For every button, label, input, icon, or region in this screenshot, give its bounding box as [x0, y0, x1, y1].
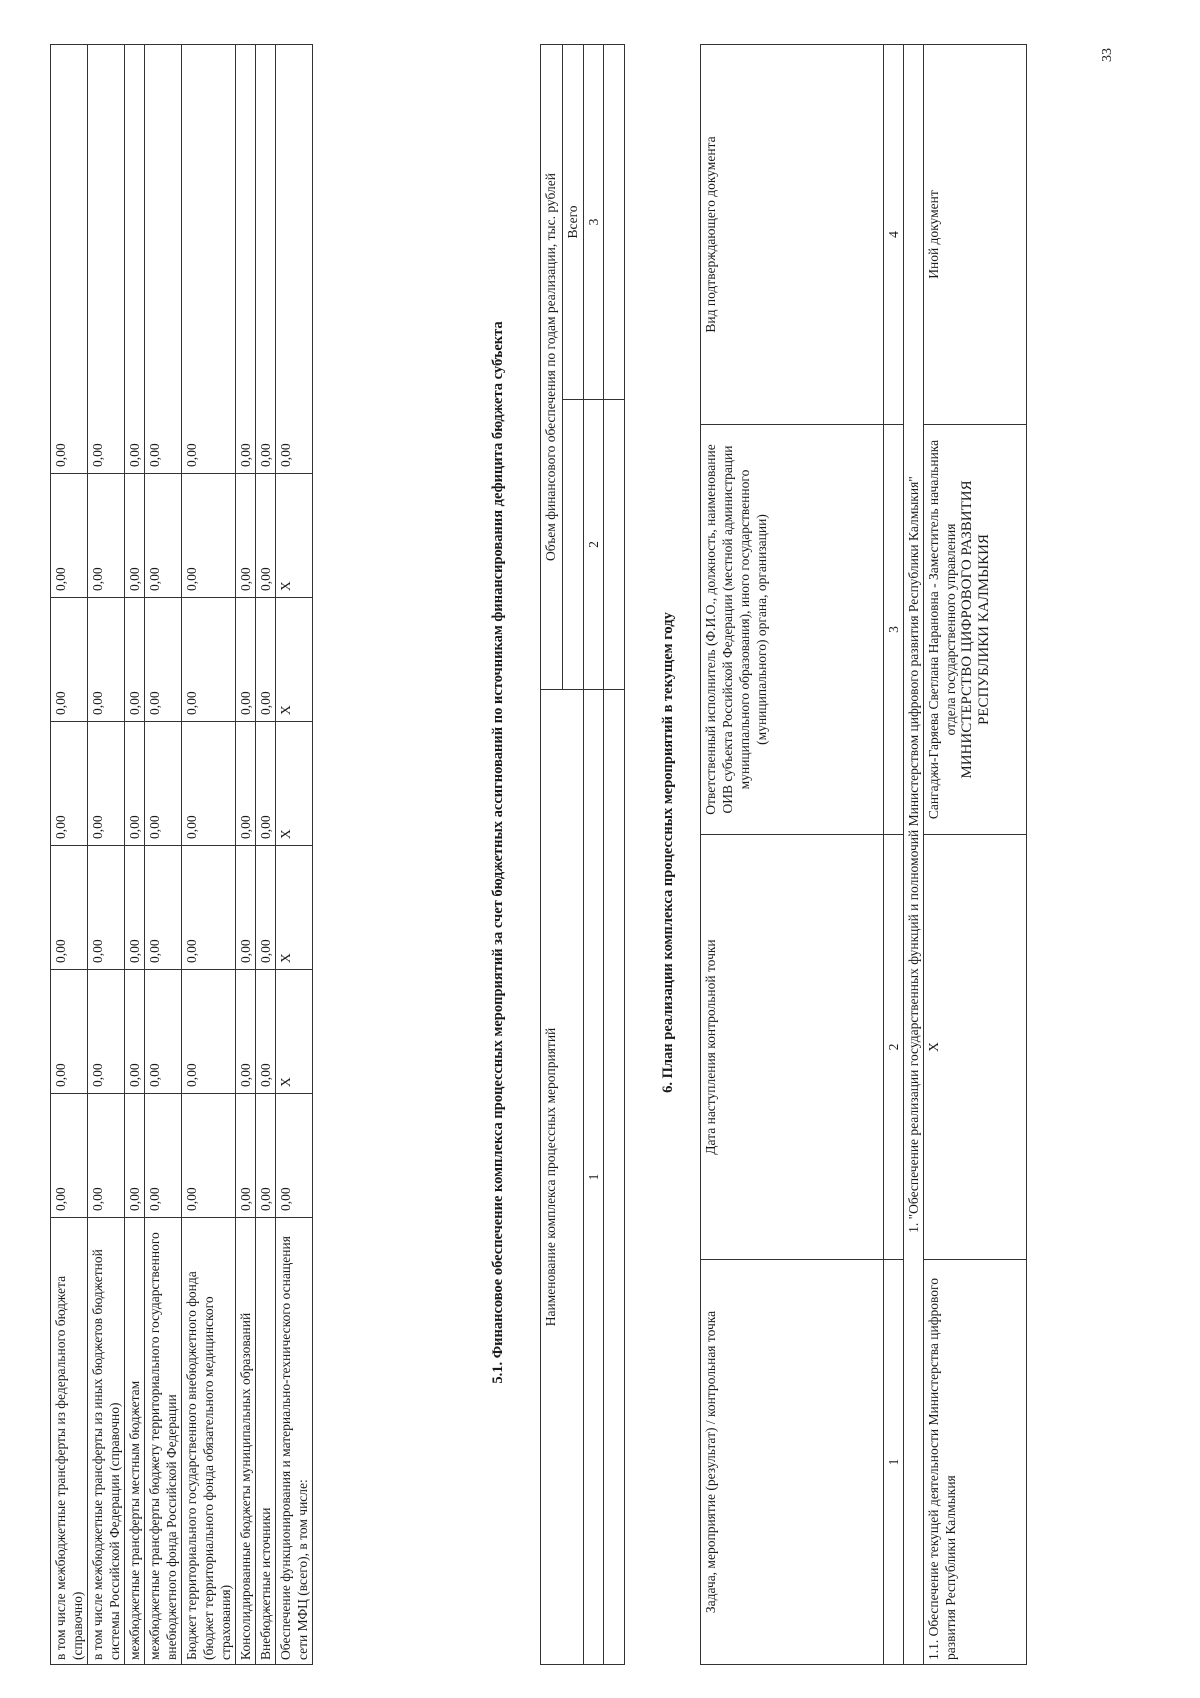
row-label: межбюджетные трансферты бюджету территориального государственного внебюджетного фонда Российской Федерации [145, 1218, 182, 1665]
value-cell: 0,00 [51, 45, 88, 474]
table-cell [604, 400, 625, 690]
col-num: 2 [584, 400, 604, 690]
value-cell: 0,00 [145, 1094, 182, 1218]
row-label: Внебюджетные источники [256, 1218, 276, 1665]
value-cell: 0,00 [88, 598, 125, 722]
value-cell: 0,00 [125, 970, 145, 1094]
section-5-1-title: 5.1. Финансовое обеспечение комплекса процессных мероприятий за счет бюджетных ассигнований по источникам финансирования дефицита бюджета субъекта [490, 321, 506, 1384]
row-label: в том числе межбюджетные трансферты из иных бюджетов бюджетной системы Российской Федерации (справочно) [88, 1218, 125, 1665]
value-cell: 0,00 [88, 1094, 125, 1218]
table-row [182, 45, 236, 1665]
value-cell: 0,00 [51, 1094, 88, 1218]
value-cell: 0,00 [145, 970, 182, 1094]
executor-name: Сангаджи-Гаряева Светлана Нарановна - Заместитель начальника отдела государственного управления [926, 439, 958, 820]
value-cell: 0,00 [125, 722, 145, 846]
value-cell: 0,00 [125, 846, 145, 970]
value-cell: 0,00 [236, 846, 256, 970]
value-cell: 0,00 [256, 45, 276, 474]
value-cell: 0,00 [88, 722, 125, 846]
document-cell: Иной документ [924, 45, 1027, 425]
value-cell: 0,00 [51, 598, 88, 722]
value-cell: 0,00 [182, 1094, 236, 1218]
table-row [125, 45, 145, 1665]
value-cell: 0,00 [88, 846, 125, 970]
executor-org: МИНИСТЕРСТВО ЦИФРОВОГО РАЗВИТИЯ РЕСПУБЛИКИ КАЛМЫКИЯ [959, 480, 992, 779]
value-cell: 0,00 [51, 846, 88, 970]
col-volume-header: Объем финансового обеспечения по годам реализации, тыс. рублей [541, 44, 563, 689]
value-cell: 0,00 [145, 598, 182, 722]
value-cell: 0,00 [256, 598, 276, 722]
value-cell: 0,00 [182, 970, 236, 1094]
table-row [701, 45, 884, 1665]
value-cell: 0,00 [236, 45, 256, 474]
table-row [88, 45, 125, 1665]
col-num: 1 [884, 1260, 904, 1665]
value-cell: 0,00 [182, 846, 236, 970]
value-cell: 0,00 [88, 970, 125, 1094]
value-cell: 0,00 [182, 598, 236, 722]
section-6-title: 6. План реализации комплекса процессных мероприятий в текущем году [660, 612, 676, 1093]
page-number: 33 [1100, 48, 1115, 62]
row-label: в том числе межбюджетные трансферты из федерального бюджета (справочно) [51, 1218, 88, 1665]
table-row [145, 45, 182, 1665]
col-num: 3 [584, 44, 604, 399]
value-cell: 0,00 [88, 474, 125, 598]
table-cell [604, 690, 625, 1665]
row-label: Обеспечение функционирования и материально-технического оснащения сети МФЦ (всего), в том числе: [276, 1218, 313, 1665]
value-cell: 0,00 [51, 474, 88, 598]
col-total-header: Всего [562, 44, 584, 399]
value-cell: 0,00 [276, 45, 313, 474]
col-num: 2 [884, 835, 904, 1260]
value-cell: X [276, 970, 313, 1094]
executor-cell [924, 425, 1027, 835]
row-label: Консолидированные бюджеты муниципальных образований [236, 1218, 256, 1665]
value-cell: X [276, 474, 313, 598]
value-cell: 0,00 [256, 1094, 276, 1218]
value-cell: 0,00 [125, 45, 145, 474]
value-cell: 0,00 [236, 474, 256, 598]
table-row [884, 45, 904, 1665]
value-cell: 0,00 [256, 970, 276, 1094]
table-cell [604, 44, 625, 399]
col-year-header [562, 400, 584, 690]
value-cell: 0,00 [125, 598, 145, 722]
table-row [604, 44, 625, 1664]
value-cell: 0,00 [236, 1094, 256, 1218]
value-cell: 0,00 [276, 1094, 313, 1218]
value-cell: 0,00 [256, 722, 276, 846]
row-label: Бюджет территориального государственного внебюджетного фонда (бюджет территориального фонда обязательного медицинского страхования) [182, 1218, 236, 1665]
rotated-page [50, 40, 1115, 1665]
value-cell: 0,00 [51, 970, 88, 1094]
col-num: 1 [584, 690, 604, 1665]
value-cell: 0,00 [182, 474, 236, 598]
header-date: Дата наступления контрольной точки [701, 835, 884, 1260]
value-cell: 0,00 [236, 970, 256, 1094]
value-cell: X [276, 722, 313, 846]
value-cell: 0,00 [256, 846, 276, 970]
header-document: Вид подтверждающего документа [701, 45, 884, 425]
header-executor: Ответственный исполнитель (Ф.И.О., должность, наименование ОИВ субъекта Российской Федерации (местной администрации муниципального образования), иного государственного (муниципального) органа, организации) [701, 425, 884, 835]
section-5-1-table [540, 44, 625, 1665]
value-cell: X [276, 846, 313, 970]
table-row [584, 44, 604, 1664]
date-cell: X [924, 835, 1027, 1260]
table-row [276, 45, 313, 1665]
value-cell: 0,00 [88, 45, 125, 474]
value-cell: 0,00 [256, 474, 276, 598]
col-name-header: Наименование комплекса процессных мероприятий [541, 690, 584, 1665]
table-row [236, 45, 256, 1665]
col-num: 3 [884, 425, 904, 835]
budget-sources-table [50, 44, 313, 1665]
header-task: Задача, мероприятие (результат) / контрольная точка [701, 1260, 884, 1665]
value-cell: X [276, 598, 313, 722]
value-cell: 0,00 [125, 474, 145, 598]
col-num: 4 [884, 45, 904, 425]
table-row [541, 44, 563, 1664]
task-cell: 1.1. Обеспечение текущей деятельности Министерства цифрового развития Республики Калмыкия [924, 1260, 1027, 1665]
value-cell: 0,00 [145, 722, 182, 846]
value-cell: 0,00 [145, 45, 182, 474]
row-label: межбюджетные трансферты местным бюджетам [125, 1218, 145, 1665]
table-row [924, 45, 1027, 1665]
table-row [904, 45, 924, 1665]
group-row: 1. "Обеспечение реализации государственных функций и полномочий Министерством цифрового развития Республики Калмыкия" [904, 45, 924, 1665]
section-6-table [700, 44, 1027, 1665]
value-cell: 0,00 [236, 722, 256, 846]
value-cell: 0,00 [125, 1094, 145, 1218]
value-cell: 0,00 [182, 722, 236, 846]
value-cell: 0,00 [145, 474, 182, 598]
value-cell: 0,00 [182, 45, 236, 474]
table-row [256, 45, 276, 1665]
value-cell: 0,00 [236, 598, 256, 722]
value-cell: 0,00 [51, 722, 88, 846]
value-cell: 0,00 [145, 846, 182, 970]
table-row [51, 45, 88, 1665]
